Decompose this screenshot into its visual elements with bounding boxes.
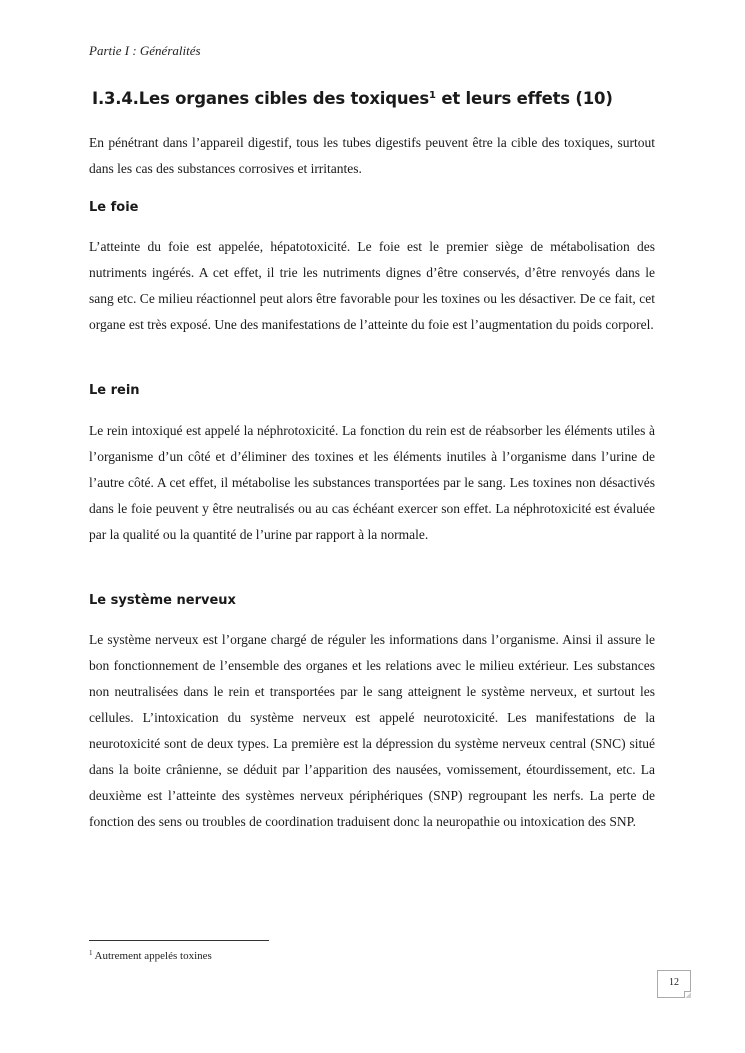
heading-foie: Le foie <box>89 200 139 215</box>
running-header: Partie I : Généralités <box>89 43 201 58</box>
intro-paragraph: En pénétrant dans l’appareil digestif, tous les tubes digestifs peuvent être la cible des toxiques, surtout dans les cas des substances corrosives et irritantes. <box>89 135 655 176</box>
footnote-marker: 1 <box>89 949 93 957</box>
systeme-nerveux-paragraph: Le système nerveux est l’organe chargé de réguler les informations dans l’organisme. Ainsi il assure le bon fonctionnement de l’ensemble des organes et les relations avec le milieu extérieur. Les substances non neutralisées dans le rein et transportées par le sang atteignent le système nerveux, et surtout les cellules. L’intoxication du système nerveux est appelé neurotoxicité. Les manifestations de la neurotoxicité sont de deux types. La première est la dépression du système nerveux central (SNC) situé dans la boite crânienne, se déduit par l’apparition des nausées, vomissement, étourdissement, etc. La deuxième est l’atteinte des systèmes nerveux périphériques (SNP) regroupant les nerfs. La perte de fonction des sens ou troubles de coordination traduisent donc la neuropathie ou intoxication des SNP. <box>89 632 655 829</box>
footnote <box>89 949 212 962</box>
heading-systeme-nerveux: Le système nerveux <box>89 593 236 608</box>
footnote-text: Autrement appelés toxines <box>94 950 212 962</box>
page-number: 12 <box>669 977 679 988</box>
footnote-separator <box>89 940 269 941</box>
section-title <box>92 89 613 108</box>
footnote-reference: 1 <box>429 90 436 101</box>
rein-paragraph: Le rein intoxiqué est appelé la néphrotoxicité. La fonction du rein est de réabsorber les éléments utiles à l’organisme d’un côté et d’éliminer des toxines et les éléments inutiles à l’organisme dans l’urine de l’autre côté. A cet effet, il métabolise les substances transportées par le sang. Les toxines non désactivés dans le foie peuvent y être neutralisés ou au cas échéant exercer son effet. La néphrotoxicité est évaluée par la qualité ou la quantité de l’urine par rapport à la normale. <box>89 423 655 542</box>
section-title-rest: et leurs effets (10) <box>435 89 613 108</box>
section-title-main: I.3.4.Les organes cibles des toxiques <box>92 89 430 108</box>
heading-rein: Le rein <box>89 383 140 398</box>
page-number-box <box>657 970 691 998</box>
foie-paragraph: L’atteinte du foie est appelée, hépatotoxicité. Le foie est le premier siège de métabolisation des nutriments ingérés. A cet effet, il trie les nutriments dignes d’être conservés, d’être renvoyés dans le sang etc. Ce milieu réactionnel peut alors être favorable pour les toxines ou les désactiver. De ce fait, cet organe est très exposé. Une des manifestations de l’atteinte du foie est l’augmentation du poids corporel. <box>89 239 655 332</box>
page-curl-icon <box>684 991 691 998</box>
